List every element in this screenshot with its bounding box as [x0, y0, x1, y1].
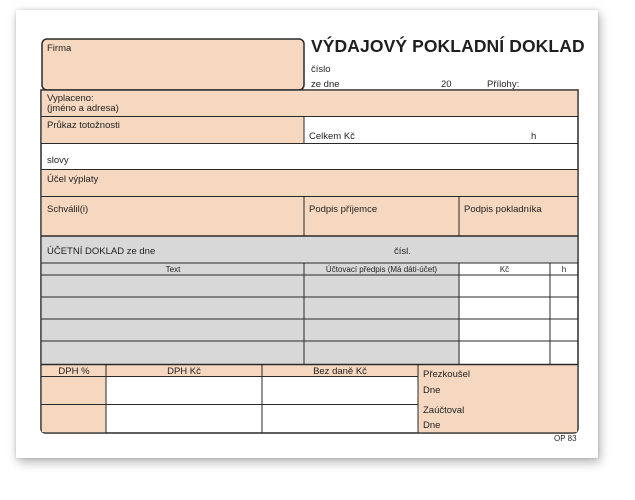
dne-label-2: Dne	[423, 420, 441, 431]
vyplaceno-label: Vyplaceno:	[47, 93, 94, 104]
form-title: VÝDAJOVÝ POKLADNÍ DOKLAD	[311, 36, 585, 56]
podpis-prijemce-label: Podpis příjemce	[309, 204, 378, 215]
ucel-label: Účel výplaty	[47, 174, 99, 185]
vyplaceno-sublabel: (jméno a adresa)	[47, 103, 119, 114]
prezkousel-label: Přezkoušel	[423, 369, 470, 380]
col-kc-header: Kč	[499, 265, 510, 274]
prukaz-label: Průkaz totožnosti	[47, 120, 120, 131]
col-predpis-header: Účtovací předpis (Má dáti-účet)	[325, 265, 438, 274]
celkem-h-label: h	[531, 131, 537, 142]
dph-kc-header: DPH Kč	[167, 366, 201, 377]
ucetni-doklad-label: ÚČETNÍ DOKLAD ze dne	[47, 246, 156, 257]
schvalil-label: Schválil(i)	[47, 204, 89, 215]
dph-pct-header: DPH %	[58, 366, 90, 377]
col-h-header: h	[561, 265, 567, 274]
prilohy-label: Přílohy:	[487, 79, 520, 90]
year-label: 20	[441, 79, 452, 90]
cislo-label: číslo	[311, 64, 331, 75]
col-text-header: Text	[165, 265, 181, 274]
firma-label: Firma	[47, 43, 72, 54]
celkem-label: Celkem Kč	[309, 131, 355, 142]
slovy-label: slovy	[47, 155, 69, 166]
cisl-label: čísl.	[394, 246, 411, 257]
bez-dane-header: Bez daně Kč	[313, 366, 367, 377]
zauctoval-label: Zaúčtoval	[423, 405, 465, 416]
ze-dne-label: ze dne	[311, 79, 340, 90]
form-code: OP 83	[554, 434, 577, 443]
dne-label-1: Dne	[423, 385, 441, 396]
podpis-pokladnika-label: Podpis pokladníka	[464, 204, 542, 215]
